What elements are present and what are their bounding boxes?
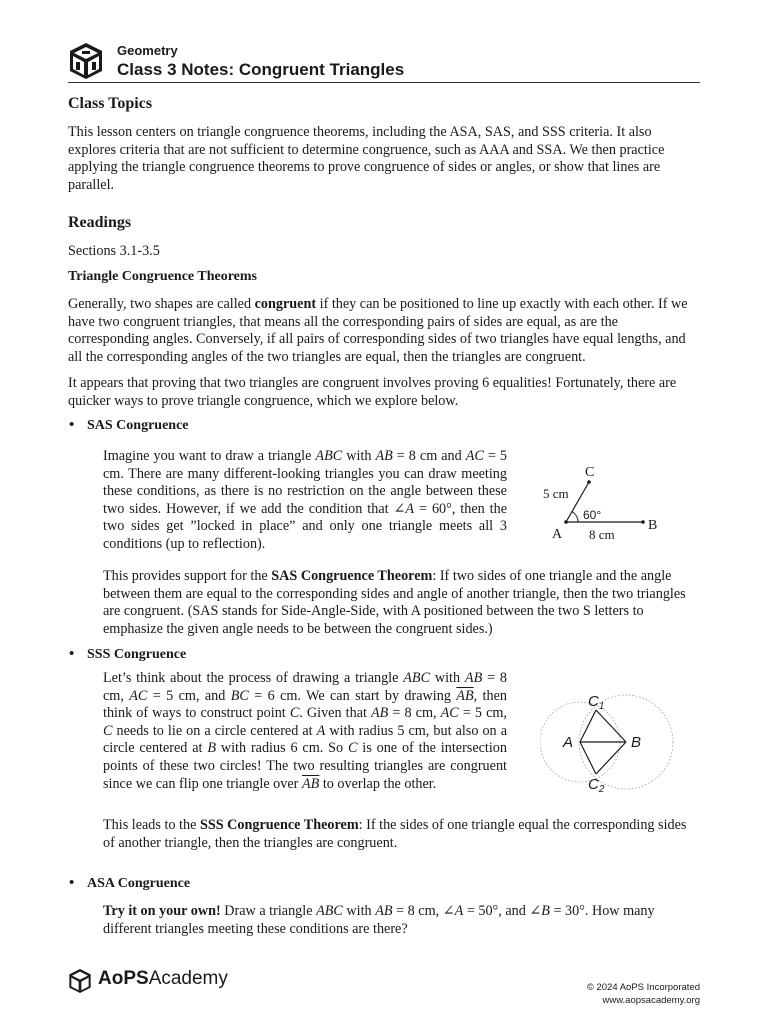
sas-label-ac: 5 cm — [543, 486, 569, 501]
sss-label-a: A — [563, 734, 574, 751]
sss-heading: • SSS Congruence — [87, 647, 186, 663]
sas-label-c: C — [585, 465, 595, 480]
sss-paragraph: Let’s think about the process of drawing a triangle ABC with AB = 8 cm, AC = 5 cm, and BC = 6 cm. We can start by drawing $\overline{AB}$, then think of ways to construct point C. Given that AB = 8 cm, AC = 5 cm, C needs to lie on a circle centered at A with radius 5 cm, but also on a circle centered at B with radius 6 cm. So C is one of the intersection points of these two circles! The two resulting triangles are congruent since we can flip one triangle over $\overline{AB}$ to overlap the other. — [103, 670, 507, 792]
sas-label-b: B — [648, 518, 658, 533]
header — [68, 40, 700, 88]
class-topics-heading: Class Topics — [68, 95, 153, 112]
sas-label-ab: 8 cm — [589, 527, 615, 542]
quicker-ways-paragraph: It appears that proving that two triangles are congruent involves proving 6 equalities! Fortunately, there are quicker ways to prove triangle congruence, which we explore below. — [68, 375, 677, 409]
readings-sections: Sections 3.1-3.5 — [68, 243, 160, 259]
sas-triangle-diagram — [530, 456, 670, 546]
asa-heading: • ASA Congruence — [87, 876, 190, 892]
sss-circles-diagram — [540, 686, 680, 796]
sas-label-angle: 60° — [583, 508, 602, 522]
sss-label-c2: $C_2$ — [588, 776, 605, 795]
page-title: Class 3 Notes: Congruent Triangles — [117, 60, 405, 79]
aops-cube-logo-icon — [68, 968, 92, 994]
aops-cube-logo-icon — [68, 42, 104, 80]
website-url: www.aopsacademy.org — [602, 995, 700, 1006]
copyright-text: © 2024 AoPS Incorporated — [586, 982, 700, 993]
congruent-definition-paragraph: Generally, two shapes are called congruent if they can be positioned to line up exactly with each other. If we have two congruent triangles, that means all the corresponding pairs of sides are equal, as are the corresponding angles. Conversely, if all pairs of corresponding sides of two triangles have equal lengths, and all the corresponding angles of the two triangles are equal, then the triangles are congruent. — [68, 296, 688, 365]
course-name: Geometry — [117, 43, 178, 58]
readings-heading: Readings — [68, 214, 132, 231]
triangle-congruence-subheading: Triangle Congruence Theorems — [68, 269, 257, 284]
sss-label-b: B — [631, 734, 642, 751]
footer-brand — [68, 966, 228, 994]
sas-heading: • SAS Congruence — [87, 418, 189, 434]
sas-paragraph: Imagine you want to draw a triangle ABC with AB = 8 cm and AC = 5 cm. There are many different-looking triangles you can draw meeting these conditions, as there is no restriction on the angle between these two sides. However, if we add the condition that ∠A = 60°, then the two sides get ”locked in place” and only one triangle meets all 3 conditions (up to reflection). — [103, 448, 507, 552]
header-divider — [68, 82, 700, 83]
sas-theorem-paragraph: This provides support for the SAS Congruence Theorem: If two sides of one triangle and the angle between them are equal to the corresponding sides and angle of another triangle, then the two triangles are congruent. (SAS stands for Side-Angle-Side, with A positioned between the two S letters to emphasize the given angle needs to be between the congruent sides.) — [103, 568, 686, 637]
sss-label-c1: $C_1$ — [588, 693, 605, 712]
sas-label-a: A — [552, 527, 563, 542]
sss-theorem-paragraph: This leads to the SSS Congruence Theorem: If the sides of one triangle equal the corresponding sides of another triangle, then the triangles are congruent. — [103, 817, 687, 851]
footer-brand-name: AoPSAcademy — [98, 968, 228, 989]
class-topics-body: This lesson centers on triangle congruence theorems, including the ASA, SAS, and SSS criteria. It also explores criteria that are not sufficient to determine congruence, such as AAA and SSA. We then practice applying the triangle congruence theorems to prove congruence of sides or angles, or show that lines are parallel. — [68, 124, 665, 193]
footer-info — [587, 981, 700, 1007]
asa-paragraph: Try it on your own! Draw a triangle ABC with AB = 8 cm, ∠A = 50°, and ∠B = 30°. How many different triangles meeting these conditions are there? — [103, 903, 655, 937]
